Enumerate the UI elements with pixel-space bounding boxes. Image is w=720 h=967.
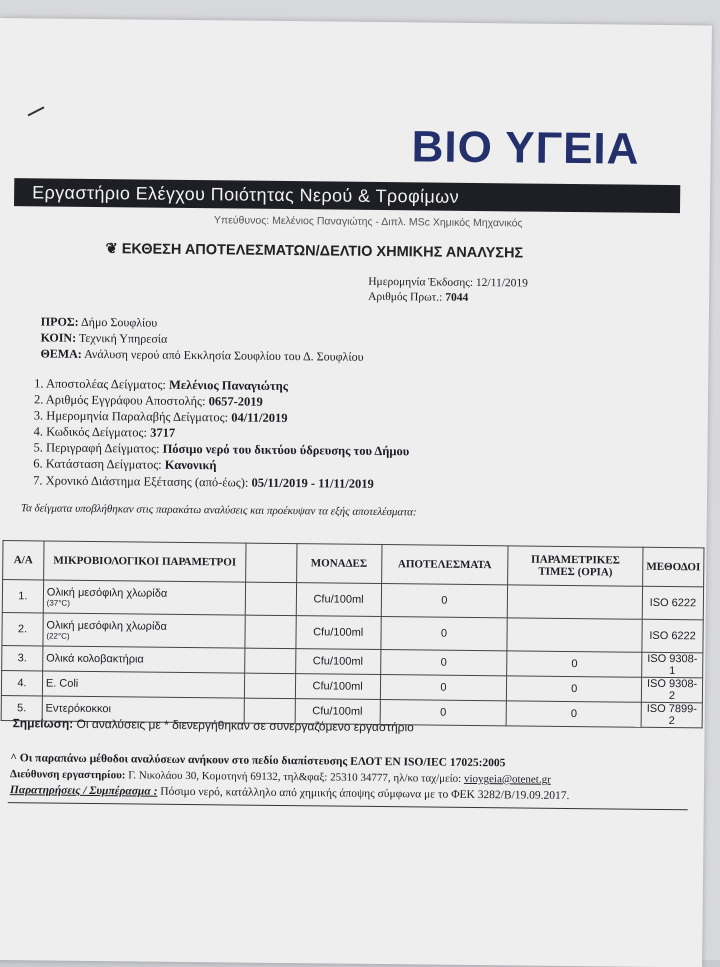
intro-text: Τα δείγματα υποβλήθηκαν στις παρακάτω αναλύσεις και προέκυψαν τα εξής αποτελέσματα: <box>20 502 417 519</box>
header-units: ΜΟΝΑΔΕΣ <box>296 544 381 584</box>
sample-item: 3. Ημερομηνία Παραλαβής Δείγματος: 04/11/2019 <box>33 408 288 426</box>
note-line: Σημείωση: Οι αναλύσεις με * διενεργήθηκαν σε συνεργαζόμενο εργαστήριο <box>12 716 414 735</box>
sample-item: 6. Κατάσταση Δείγματος: Κανονική <box>33 456 217 473</box>
table-row: 4. E. Coli Cfu/100ml 0 0 ISO 9308-2 <box>1 671 702 703</box>
protocol-line: Αριθμός Πρωτ.: 7044 <box>368 290 469 304</box>
responsible-line: Υπεύθυνος: Μελένιος Παναγιώτης - Διπλ. MSc Χημικός Μηχανικός <box>213 214 523 230</box>
divider <box>8 802 688 810</box>
pen-mark <box>28 106 45 116</box>
issue-date: 12/11/2019 <box>475 276 528 290</box>
sample-item: 7. Χρονικό Διάστημα Εξέτασης (από-έως): 05/11/2019 - 11/11/2019 <box>33 473 374 491</box>
conclusion-line: Παρατηρήσεις / Συμπέρασμα : Πόσιμο νερό, κατάλληλο από χημικής άποψης σύμφωνα με το ΦΕΚ 3282/Β/19.09.2017. <box>9 784 570 803</box>
sample-item: 2. Αριθμός Εγγράφου Αποστολής: 0657-2019 <box>33 392 263 409</box>
recipient-line: ΠΡΟΣ: Δήμο Σουφλίου <box>40 314 158 330</box>
issue-date-line: Ημερομηνία Έκδοσης: 12/11/2019 <box>368 275 528 290</box>
header-parameter: ΜΙΚΡΟΒΙΟΛΟΓΙΚΟΙ ΠΑΡΑΜΕΤΡΟΙ <box>43 541 246 582</box>
sample-item: 1. Αποστολέας Δείγματος: Μελένιος Παναγιώτης <box>34 376 289 394</box>
lab-banner: Εργαστήριο Ελέγχου Ποιότητας Νερού & Τροφίμων <box>14 178 680 213</box>
header-results: ΑΠΟΤΕΛΕΣΜΑΤΑ <box>381 545 508 585</box>
table-row: 5. Εντερόκοκκοι Cfu/100ml 0 0 ISO 7899-2 <box>1 696 702 728</box>
bullet-icon: ❦ <box>105 241 122 258</box>
sample-item: 5. Περιγραφή Δείγματος: Πόσιμο νερό του δικτύου ύδρευσης του Δήμου <box>33 440 410 459</box>
header-blank <box>246 543 297 583</box>
table-row: 3. Ολικά κολοβακτήρια Cfu/100ml 0 0 ISO 9308-1 <box>2 646 703 678</box>
header-method: ΜΕΘΟΔΟΙ <box>643 547 704 587</box>
header-limits: ΠΑΡΑΜΕΤΡΙΚΕΣ ΤΙΜΕΣ (ΟΡΙΑ) <box>508 546 643 586</box>
table-row: 1. Ολική μεσόφιλη χλωρίδα (37°C) Cfu/100ml 0 ISO 6222 <box>2 580 703 620</box>
email-link: vioygeia@otenet.gr <box>463 772 551 786</box>
protocol-number: 7044 <box>445 291 469 304</box>
lab-address-line: Διεύθυνση εργαστηρίου: Γ. Νικολάου 30, Κομοτηνή 69132, τηλ&φαξ: 25310 34777, ηλ/κο ταχ/μείο: vioygeia@otenet.gr <box>10 768 551 786</box>
table-row: 2. Ολική μεσόφιλη χλωρίδα (22°C) Cfu/100ml 0 ISO 6222 <box>2 613 703 653</box>
accreditation-line: ^ Οι παραπάνω μέθοδοι αναλύσεων ανήκουν στο πεδίο διαπίστευσης ΕΛΟΤ ΕΝ ISO/IEC 17025:2005 <box>10 752 506 770</box>
cc-line: ΚΟΙΝ: Τεχνική Υπηρεσία <box>40 330 168 346</box>
subject-line: ΘΕΜΑ: Ανάλυση νερού από Εκκλησία Σουφλίου του Δ. Σουφλίου <box>40 346 364 364</box>
document-title: ❦ ΕΚΘΕΣΗ ΑΠΟΤΕΛΕΣΜΑΤΩΝ/ΔΕΛΤΙΟ ΧΗΜΙΚΗΣ ΑΝΑΛΥΣΗΣ <box>105 241 524 262</box>
header-aa: Α/Α <box>3 541 44 580</box>
results-table <box>1 540 705 728</box>
document-page <box>0 18 712 967</box>
sample-item: 4. Κωδικός Δείγματος: 3717 <box>33 424 176 440</box>
company-logo: ΒΙΟ ΥΓΕΙΑ <box>411 122 640 174</box>
